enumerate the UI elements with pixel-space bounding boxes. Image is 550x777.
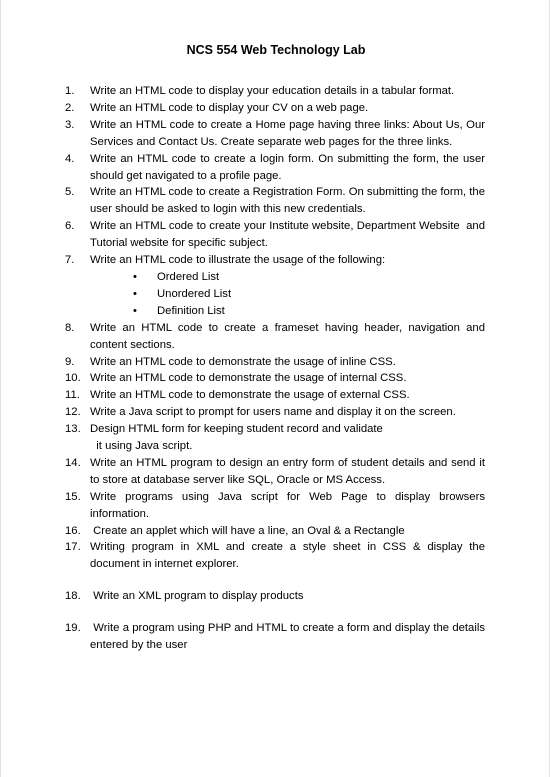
list-item-text: Write an HTML code to create a Home page having three links: About Us, Our Services and Contact Us. Create separate web pages for the three links. (90, 118, 489, 148)
list-item-number: 14. (65, 456, 81, 469)
sub-list-item (133, 269, 485, 286)
sub-list (90, 269, 485, 320)
sub-list-item (133, 286, 485, 303)
sub-list-item-text: Unordered List (157, 287, 232, 300)
list-item (65, 83, 485, 100)
list-item-text: Write programs using Java script for Web Page to display browsers information. (90, 490, 489, 520)
list-item (65, 100, 485, 117)
bullet-icon: • (133, 270, 137, 283)
list-item-number: 3. (65, 118, 75, 131)
list-item (65, 588, 485, 605)
list-item (65, 539, 489, 573)
list-item-number: 17. (65, 541, 81, 554)
list-item (65, 252, 485, 320)
list-item (65, 151, 489, 185)
list-item-text: Write an HTML program to design an entry form of student details and send it to store at database server like SQL, Oracle or MS Access. (90, 456, 489, 486)
list-item-text: Write a Java script to prompt for users name and display it on the screen. (90, 406, 456, 419)
bullet-icon: • (133, 287, 137, 300)
list-item (65, 370, 485, 387)
list-item-text: Writing program in XML and create a style sheet in CSS & display the document in internet explorer. (90, 541, 489, 571)
list-item-text: Write an HTML code to demonstrate the usage of internal CSS. (90, 372, 407, 385)
list-item-text: Write an HTML code to display your CV on a web page. (90, 101, 369, 114)
list-item-number: 9. (65, 355, 75, 368)
list-item (65, 523, 485, 540)
list-item-number: 10. (65, 372, 81, 385)
page-title: NCS 554 Web Technology Lab (186, 43, 366, 57)
list-item (65, 117, 489, 151)
list-item-text: Write an XML program to display products (90, 590, 304, 603)
list-item-number: 6. (65, 220, 75, 233)
bullet-icon: • (133, 304, 137, 317)
list-item-number: 13. (65, 423, 81, 436)
list-item (65, 421, 485, 455)
list-item (65, 320, 489, 354)
list-item-text: Write a program using PHP and HTML to create a form and display the details entered by the user (90, 622, 489, 652)
list-item-text: Write an HTML code to create a Registration Form. On submitting the form, the user should be asked to login with this new credentials. (90, 186, 489, 216)
list-item-number: 15. (65, 490, 81, 503)
list-item (65, 404, 485, 421)
list-item-number: 12. (65, 406, 81, 419)
list-item-text: Write an HTML code to demonstrate the usage of inline CSS. (90, 355, 396, 368)
list-item-text: Write an HTML code to create a frameset having header, navigation and content sections. (90, 321, 489, 351)
sub-list-item-text: Definition List (157, 304, 225, 317)
list-item-number: 18. (65, 590, 81, 603)
list-item-number: 4. (65, 152, 75, 165)
list-item-text: Write an HTML code to create your Institute website, Department Website and Tutorial website for specific subject. (90, 220, 488, 250)
list-item-number: 19. (65, 622, 81, 635)
list-item-text: Write an HTML code to demonstrate the usage of external CSS. (90, 389, 410, 402)
list-item-text: Create an applet which will have a line, an Oval & a Rectangle (90, 524, 405, 537)
list-item (65, 620, 489, 654)
list-item-text: Design HTML form for keeping student record and validate it using Java script. (90, 423, 383, 453)
list-item-number: 2. (65, 101, 75, 114)
list-item-number: 11. (65, 389, 80, 402)
list-item (65, 354, 485, 371)
sub-list-item-text: Ordered List (157, 270, 220, 283)
list-item (65, 455, 489, 489)
list-item-number: 1. (65, 85, 75, 97)
list-item-number: 5. (65, 186, 75, 199)
list-item-number: 16. (65, 524, 81, 537)
sub-list-item (133, 303, 485, 320)
list-item-number: 7. (65, 254, 75, 267)
list-item-text: Write an HTML code to display your education details in a tabular format. (90, 85, 455, 97)
list-item (65, 218, 488, 252)
task-list (65, 83, 489, 654)
list-item-text: Write an HTML code to illustrate the usage of the following: (90, 254, 386, 267)
list-item-text: Write an HTML code to create a login form. On submitting the form, the user should get navigated to a profile page. (90, 152, 489, 182)
list-item-number: 8. (65, 321, 75, 334)
list-item (65, 184, 489, 218)
list-item (65, 489, 489, 523)
list-item (65, 387, 485, 404)
